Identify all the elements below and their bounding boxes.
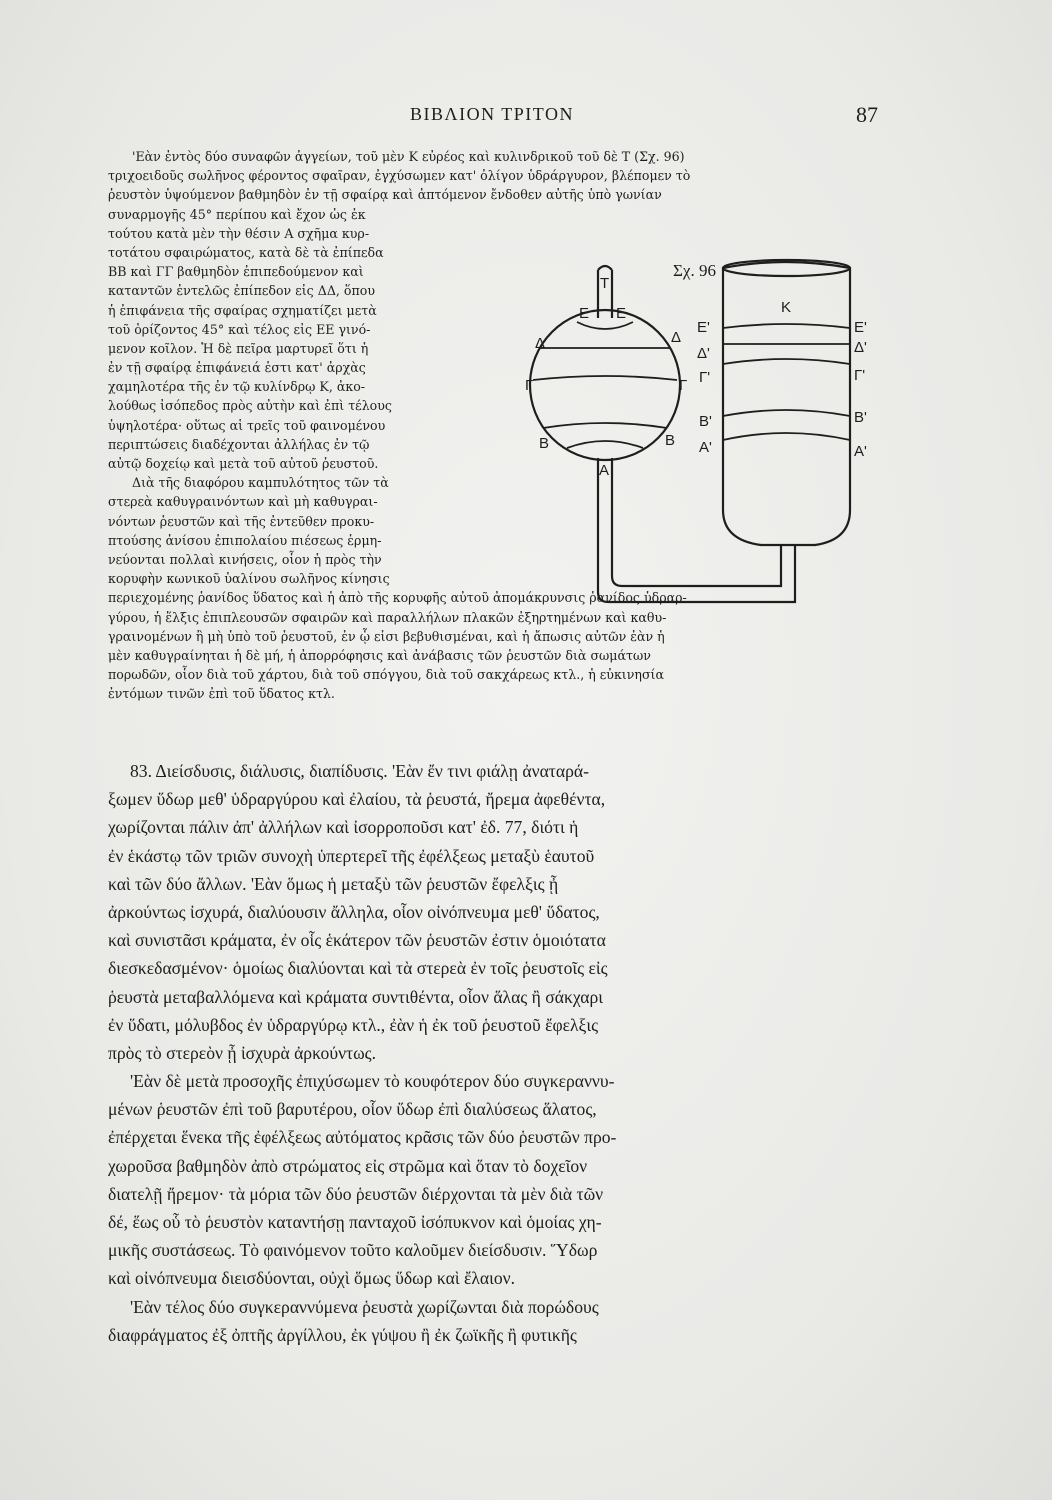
label-E-left: E xyxy=(579,305,590,322)
page-number: 87 xyxy=(856,102,878,127)
text-line: ἐν ὕδατι, μόλυβδος ἐν ὑδραργύρῳ κτλ., ἐὰν ἡ ἐκ τοῦ ῥευστοῦ ἔφελξις xyxy=(108,1014,599,1035)
text-line: μὲν καθυγραίνηται ἡ δὲ μή, ἡ ἀπορρόφησις καὶ ἀνάβασις τῶν ῥευστῶν διὰ σωμάτων xyxy=(108,647,651,663)
text-line: συναρμογῆς 45° περίπου καὶ ἔχον ὡς ἐκ xyxy=(108,206,366,222)
label-G-prime-right: Γ' xyxy=(854,367,866,384)
label-E-prime-right: E' xyxy=(854,319,867,336)
text-line: νόντων ῥευστῶν καὶ τῆς ἐντεῦθεν προκυ- xyxy=(108,513,375,529)
text-line: τοτάτου σφαιρώματος, κατὰ δὲ τὰ ἐπίπεδα xyxy=(108,244,384,260)
text-line: ἐντόμων τινῶν ἐπὶ τοῦ ὕδατος κτλ. xyxy=(108,686,335,702)
cylinder-level-E xyxy=(723,324,850,328)
sphere xyxy=(530,310,680,460)
label-T: T xyxy=(600,275,610,292)
sphere-level-G xyxy=(533,376,677,380)
text-line: καταντῶν ἐντελῶς ἐπίπεδον εἰς ΔΔ, ὅπου xyxy=(108,283,376,299)
text-line: στερεὰ καθυγραινόντων καὶ μὴ καθυγραι- xyxy=(108,494,378,510)
sphere-level-A xyxy=(567,441,643,448)
text-line: καὶ τῶν δύο ἄλλων. 'Εὰν ὅμως ἡ μεταξὺ τῶν ῥευστῶν ἔφελξις ᾖ xyxy=(108,873,559,894)
text-line: ΒΒ καὶ ΓΓ βαθμηδὸν ἐπιπεδούμενον καὶ xyxy=(108,264,364,280)
section-83 xyxy=(108,757,878,1349)
label-B-prime-right: B' xyxy=(854,409,867,426)
label-G-prime-left: Γ' xyxy=(699,369,711,386)
text-line: ἐπέρχεται ἕνεκα τῆς ἐφέλξεως αὐτόματος κρᾶσις τῶν δύο ῥευστῶν προ- xyxy=(108,1127,617,1148)
text-line: ῥευστὸν ὑψούμενον βαθμηδὸν ἐν τῇ σφαίρᾳ καὶ ἀπτόμενον ἔνδοθεν αὐτῆς ὑπὸ γωνίαν xyxy=(108,187,662,203)
text-line: πορωδῶν, οἷον διὰ τοῦ χάρτου, διὰ τοῦ σπόγγου, διὰ τοῦ σακχάρεως κτλ., ἡ εὐκινησία xyxy=(108,667,664,683)
label-A-prime-left: A' xyxy=(699,439,712,456)
label-B-right: B xyxy=(665,432,676,449)
text-line: καὶ συνιστᾶσι κράματα, ἐν οἷς ἑκάτερον τῶν ῥευστῶν ἐστιν ὁμοιότατα xyxy=(108,930,606,951)
text-line: ὑψηλοτέρα· οὕτως αἱ τρεῖς τοῦ φαινομένου xyxy=(108,417,386,433)
text-line: ἐν τῇ σφαίρᾳ ἐπιφάνειά ἐστι κατ' ἀρχὰς xyxy=(108,360,366,376)
text-line: διατελῇ ἤρεμον· τὰ μόρια τῶν δύο ῥευστῶν διέρχονται τὰ μὲν διὰ τῶν xyxy=(108,1183,604,1204)
text-line: τοῦ ὁρίζοντος 45° καὶ τέλος εἰς ΕΕ γινό- xyxy=(108,321,371,337)
figure-96 xyxy=(515,240,885,620)
label-B-prime-left: B' xyxy=(699,413,712,430)
text-line: αὐτῷ δοχείῳ καὶ μετὰ τοῦ αὐτοῦ ῥευστοῦ. xyxy=(108,456,379,471)
text-line: κορυφὴν κωνικοῦ ὑαλίνου σωλῆνος κίνησις xyxy=(108,571,390,587)
label-D-left: Δ xyxy=(535,335,546,352)
text-line: δέ, ἕως οὗ τὸ ῥευστὸν καταντήσῃ πανταχοῦ ἰσόπυκνον καὶ ὁμοίας χη- xyxy=(108,1212,602,1232)
label-D-prime-left: Δ' xyxy=(697,345,710,362)
text-line: νεύονται πολλαὶ κινήσεις, οἷον ἡ πρὸς τὴν xyxy=(108,551,382,567)
text-line: ἐν ἑκάστῳ τῶν τριῶν συνοχὴ ὑπερτερεῖ τῆς ἐφέλξεως μεταξὺ ἑαυτοῦ xyxy=(108,845,595,866)
label-A: A xyxy=(599,462,610,479)
text-line: χαμηλοτέρα τῆς ἐν τῷ κυλίνδρῳ Κ, ἀκο- xyxy=(108,379,366,395)
label-A-prime-right: A' xyxy=(854,443,867,460)
label-G-right: Γ xyxy=(679,377,688,394)
text-line: περιπτώσεις διαδέχονται ἀλλήλας ἐν τῷ xyxy=(108,436,370,452)
label-D-prime-right: Δ' xyxy=(854,339,867,356)
text-line: ῥευστὰ μεταβαλλόμενα καὶ κράματα συντιθέντα, οἷον ἅλας ἢ σάκχαρι xyxy=(108,986,603,1007)
sphere-level-B xyxy=(543,423,667,428)
cylinder-level-G xyxy=(723,359,850,364)
label-B-left: B xyxy=(539,435,550,452)
text-line: καὶ οἰνόπνευμα διεισδύονται, οὐχὶ ὅμως ὕδωρ καὶ ἔλαιον. xyxy=(108,1268,515,1289)
sphere-level-E xyxy=(577,322,633,329)
text-line: λούθως ἰσόπεδος πρὸς αὐτὴν καὶ ἐπὶ τέλους xyxy=(108,398,392,414)
label-E-prime-left: E' xyxy=(697,319,710,336)
text-line: μικῆς συστάσεως. Τὸ φαινόμενον τοῦτο καλοῦμεν διείσδυσιν. Ὕδωρ xyxy=(108,1240,598,1261)
section-heading-line: 83. Διείσδυσις, διάλυσις, διαπίδυσις. 'Εὰν ἔν τινι φιάλῃ ἀναταρά- xyxy=(130,761,589,781)
text-line: διεσκεδασμένον· ὁμοίως διαλύονται καὶ τὰ στερεὰ ἐν τοῖς ῥευστοῖς εἰς xyxy=(108,958,608,979)
label-G-left: Γ xyxy=(525,377,534,394)
text-line: μένων ῥευστῶν ἐπὶ τοῦ βαρυτέρου, οἷον ὕδωρ ἐπὶ διαλύσεως ἅλατος, xyxy=(108,1099,597,1120)
text-line: γύρου, ἡ ἕλξις ἐπιπλεουσῶν σφαιρῶν καὶ παραλλήλων πλακῶν ἐξηρτημένων καὶ καθυ- xyxy=(108,609,667,625)
text-line: ἀρκούντως ἰσχυρά, διαλύουσιν ἄλληλα, οἷον οἰνόπνευμα μεθ' ὕδατος, xyxy=(108,901,600,922)
text-line: 'Εὰν δὲ μετὰ προσοχῆς ἐπιχύσωμεν τὸ κουφότερον δύο συγκεραννυ- xyxy=(130,1071,615,1092)
label-D-right: Δ xyxy=(671,329,682,346)
running-head xyxy=(106,104,878,130)
text-line: πτούσης ἀνίσου ἐπιπολαίου πιέσεως ἑρμη- xyxy=(108,532,382,548)
capillary-vessels-diagram xyxy=(515,240,885,620)
cylinder-level-A xyxy=(723,433,850,440)
running-title: ΒΙΒΛΙΟΝ ΤΡΙΤΟΝ xyxy=(410,104,574,124)
text-line: μενον κοῖλον. Ἡ δὲ πεῖρα μαρτυρεῖ ὅτι ἡ xyxy=(108,340,369,356)
text-line: 'Εὰν τέλος δύο συγκεραννύμενα ῥευστὰ χωρίζωνται διὰ πορώδους xyxy=(130,1296,599,1317)
text-line: διαφράγματος ἐξ ὀπτῆς ἀργίλλου, ἐκ γύψου ἢ ἐκ ζωϊκῆς ἢ φυτικῆς xyxy=(108,1324,577,1345)
cylinder-level-B xyxy=(723,410,850,416)
label-E-right: E xyxy=(616,305,627,322)
text-line: Διὰ τῆς διαφόρου καμπυλότητος τῶν τὰ xyxy=(132,475,389,491)
text-line: 'Εὰν ἐντὸς δύο συναφῶν ἀγγείων, τοῦ μὲν Κ εὐρέος καὶ κυλινδρικοῦ τοῦ δὲ Τ (Σχ. 96) xyxy=(132,149,685,164)
text-line: χωρίζονται πάλιν ἀπ' ἀλλήλων καὶ ἰσορροποῦσι κατ' ἐδ. 77, διότι ἡ xyxy=(108,817,579,838)
connecting-tube xyxy=(598,458,795,602)
text-line: τούτου κατὰ μὲν τὴν θέσιν Α σχῆμα κυρ- xyxy=(108,225,370,241)
label-K: K xyxy=(781,299,792,316)
text-line: γραινομένων ἢ μὴ ὑπὸ τοῦ ῥευστοῦ, ἐν ᾧ εἰσι βεβυθισμέναι, καὶ ἡ ἄπωσις αὐτῶν ἐὰν ἡ xyxy=(108,628,665,644)
text-line: ἡ ἐπιφάνεια τῆς σφαίρας σχηματίζει μετὰ xyxy=(108,302,377,318)
text-line: περιεχομένης ῥανίδος ὕδατος καὶ ἡ ἀπὸ τῆς κορυφῆς αὐτοῦ ἀπομάκρυνσις ῥανίδος ὑδραρ- xyxy=(108,590,687,606)
text-line: χωροῦσα βαθμηδὸν ἀπὸ στρώματος εἰς στρῶμα καὶ ὅταν τὸ δοχεῖον xyxy=(108,1155,588,1176)
figure-caption: Σχ. 96 xyxy=(673,261,716,280)
text-line: πρὸς τὸ στερεὸν ᾖ ἰσχυρὰ ἀρκούντως. xyxy=(108,1042,377,1063)
text-line: ξωμεν ὕδωρ μεθ' ὑδραργύρου καὶ ἐλαίου, τὰ ῥευστά, ἤρεμα ἀφεθέντα, xyxy=(108,789,606,810)
text-line: τριχοειδοῦς σωλῆνος φέροντος σφαῖραν, ἐγχύσωμεν κατ' ὀλίγον ὑδράργυρον, βλέπομεν τὸ xyxy=(108,168,691,184)
